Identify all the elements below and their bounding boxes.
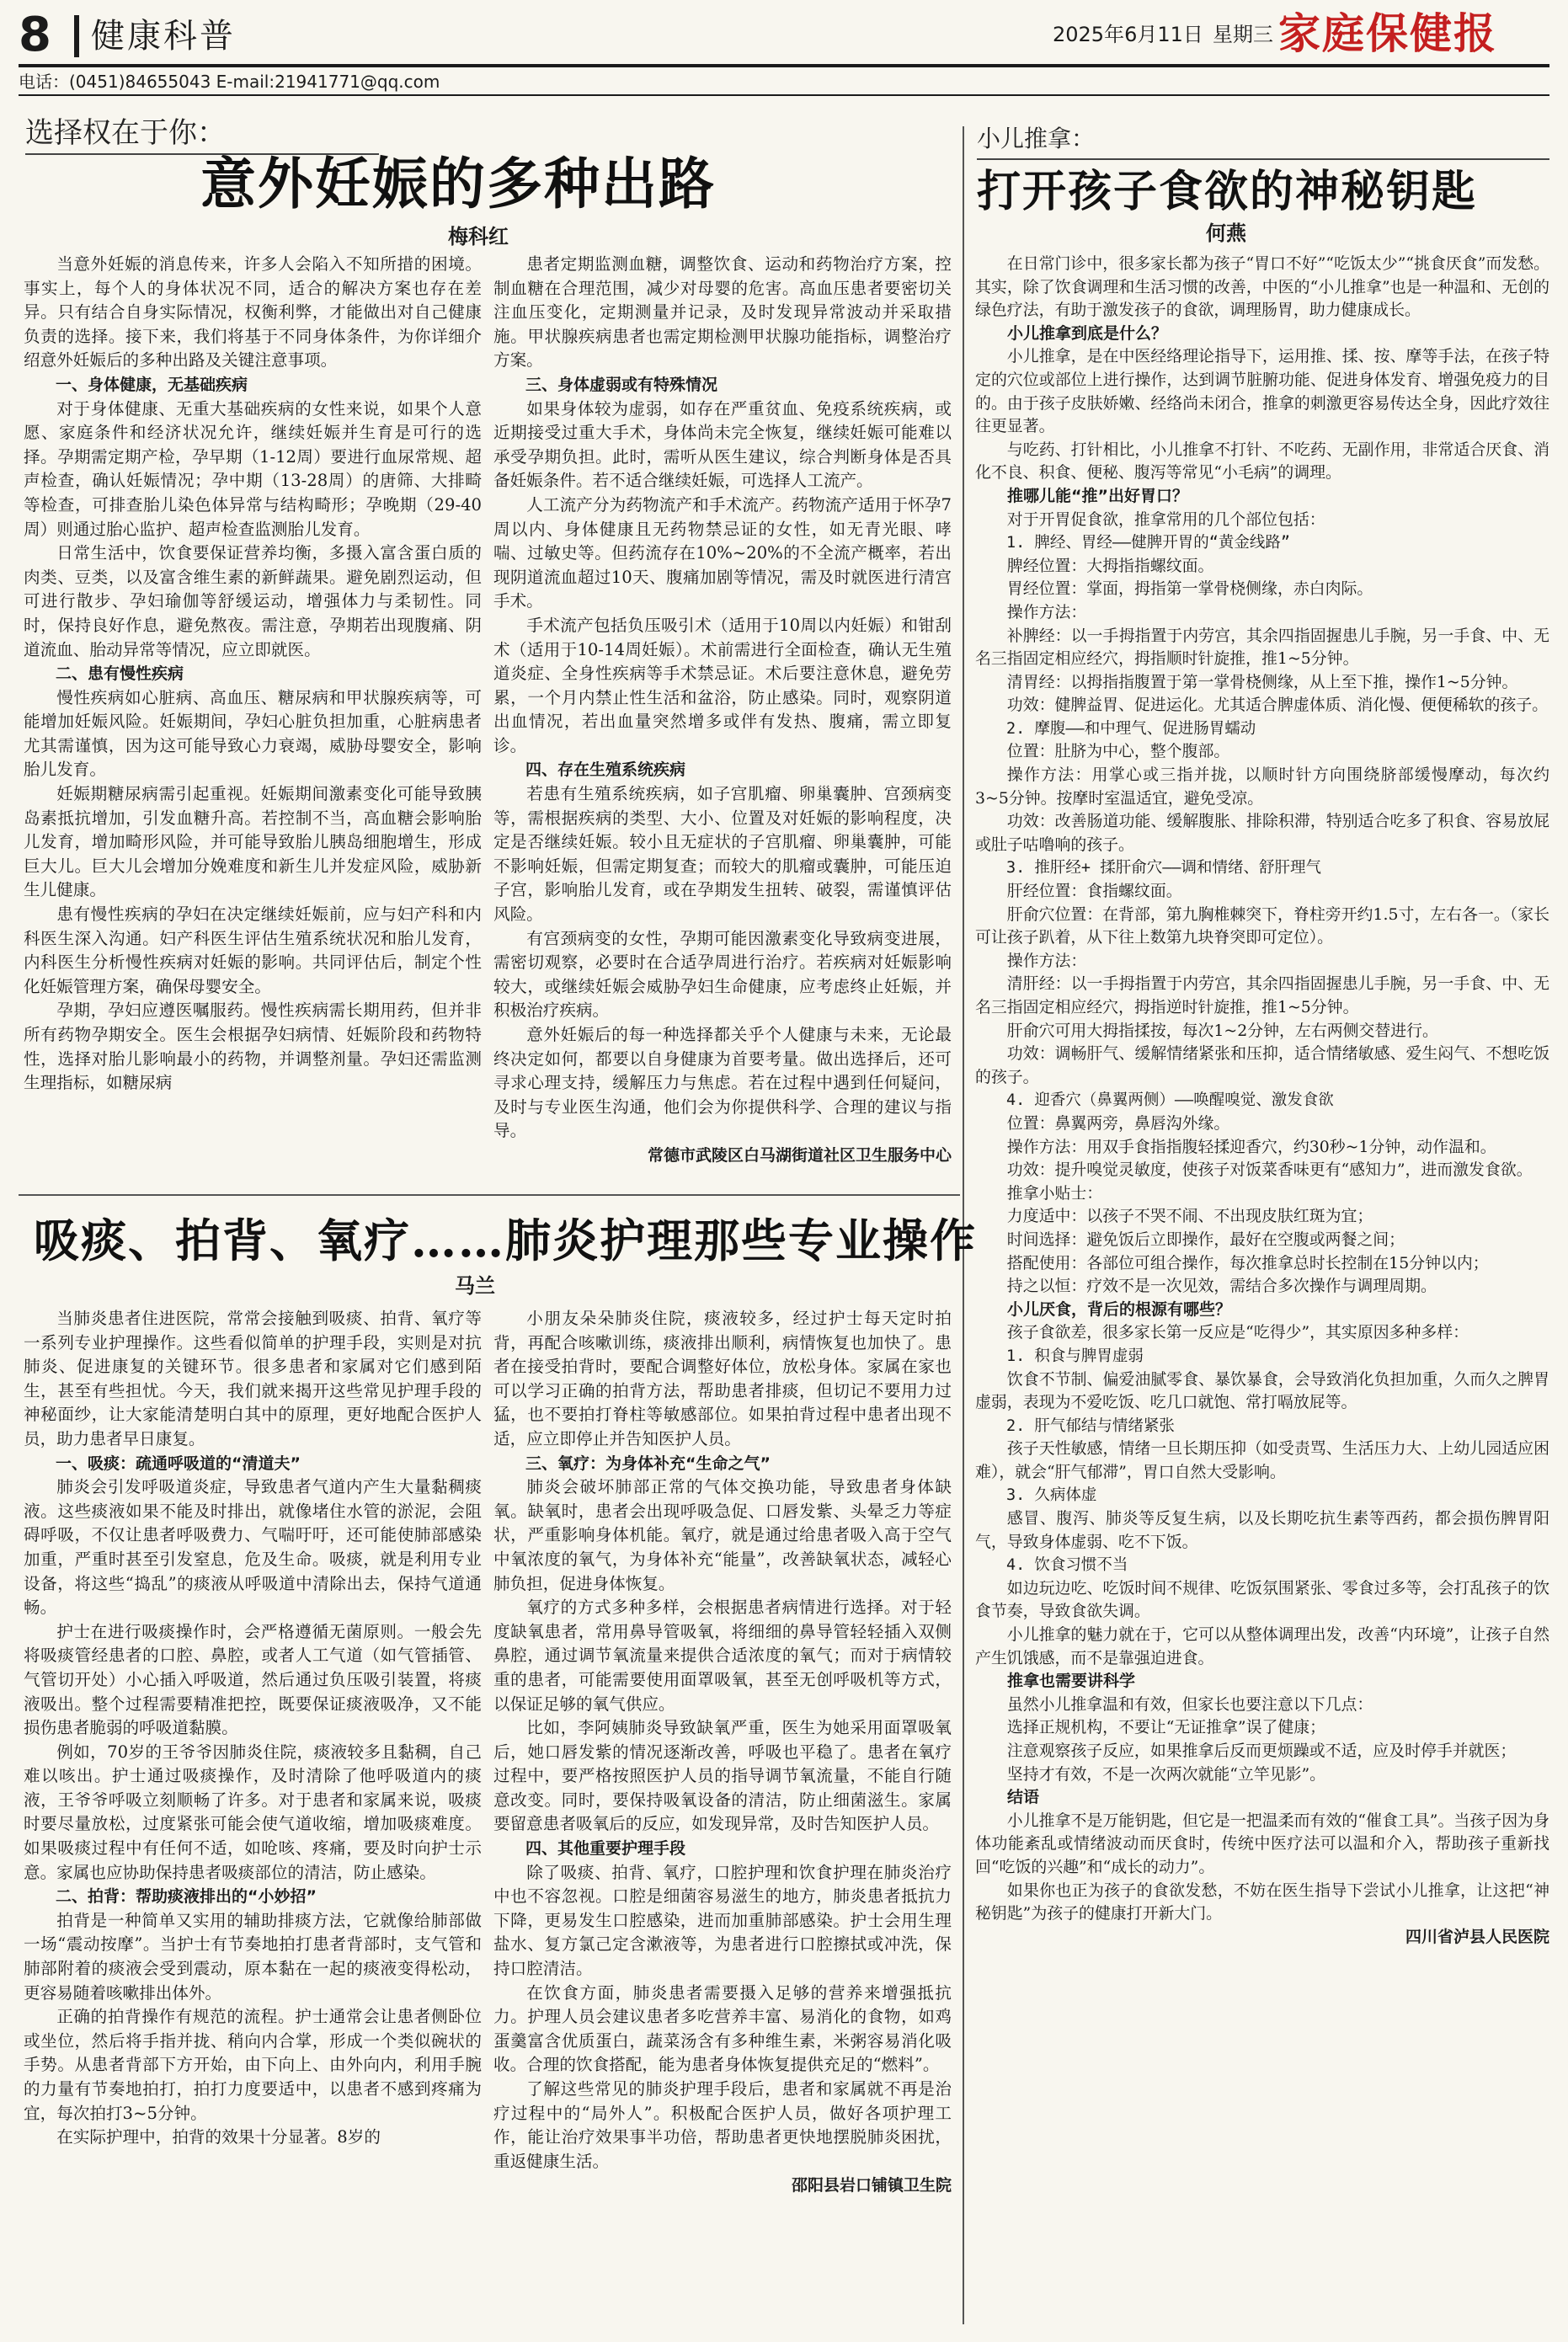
subheading: 三、氧疗：为身体补充“生命之气”: [525, 1454, 771, 1473]
article3-title: 吸痰、拍背、氧疗……肺炎护理那些专业操作: [34, 1214, 977, 1267]
article1-kicker: 选择权在于你：: [25, 116, 226, 150]
paragraph: 注意观察孩子反应，如果推拿后反而更烦躁或不适，应及时停手并就医；: [1006, 1742, 1517, 1760]
paragraph: 护士在进行吸痰操作时，会严格遵循无菌原则。一般会先将吸痰管经患者的口腔、鼻腔，或者人工气道（如气管插管、气管切开处）小心插入呼吸道，然后通过负压吸引装置，将痰液吸出。整个过程需要精准把控，既要保证痰液吸净，又不能损伤患者脆弱的呼吸道黏膜。: [24, 1621, 482, 1738]
paragraph: 患有慢性疾病的孕妇在决定继续妊娠前，应与妇产科和内科医生深入沟通。妇产科医生评估生殖系统状况和胎儿发育，内科医生分析慢性疾病对妊娠的影响。共同评估后，制定个性化妊娠管理方案，确保母婴安全。: [24, 904, 482, 996]
paragraph: 坚持才有效，不是一次两次就能“立竿见影”。: [1006, 1764, 1326, 1784]
paragraph: 操作方法：用双手食指指腹轻揉迎香穴，约30秒~1分钟，动作温和。: [1006, 1137, 1496, 1156]
paragraph: 搭配使用：各部位可组合操作，每次推拿总时长控制在15分钟以内；: [1006, 1253, 1489, 1272]
paragraph: 手术流产包括负压吸引术（适用于10周以内妊娠）和钳刮术（适用于10-14周妊娠）。术前需进行全面检查，确认无生殖道炎症、全身性疾病等手术禁忌证。术后要注意休息，避免劳累，一个月内禁止性生活和盆浴，防止感染。同时，观察阴道出血情况，若出血量突然增多或伴有发热、腹痛，需立即复诊。: [493, 615, 952, 755]
paragraph: 补脾经：以一手拇指置于内劳宫，其余四指固握患儿手腕，另一手食、中、无名三指固定相应经穴，拇指顺时针旋推，推1~5分钟。: [975, 626, 1549, 669]
article2-title: 打开孩子食欲的神秘钥匙: [977, 166, 1478, 217]
subheading: 推哪儿能“推”出好胃口？: [1007, 486, 1188, 505]
paragraph: 氧疗的方式多种多样，会根据患者病情进行选择。对于轻度缺氧患者，常用鼻导管吸氧，将细细的鼻导管轻轻插入双侧鼻腔，通过调节氧流量来提供合适浓度的氧气；而对于病情较重的患者，可能需要使用面罩吸氧，甚至无创呼吸机等方式，以保证足够的氧气供应。: [493, 1598, 952, 1714]
source-line: 邵阳县岩口铺镇卫生院: [791, 2176, 952, 2195]
article3-author: 马兰: [455, 1274, 495, 1298]
source-line: 常德市武陵区白马湖街道社区卫生服务中心: [647, 1145, 952, 1165]
point-heading: 4. 迎香穴（鼻翼两侧）——唤醒嗅觉、激发食欲: [1006, 1091, 1334, 1110]
paragraph: 在饮食方面，肺炎患者需要摄入足够的营养来增强抵抗力。护理人员会建议患者多吃营养丰富、易消化的食物，如鸡蛋羹富含优质蛋白，蔬菜汤含有多种维生素，米粥容易消化吸收。合理的饮食搭配，能为患者身体恢复提供充足的“燃料”。: [493, 1982, 952, 2075]
subheading: 一、吸痰：疏通呼吸道的“清道夫”: [56, 1454, 301, 1473]
paragraph: 肺炎会引发呼吸道炎症，导致患者气道内产生大量黏稠痰液。这些痰液如果不能及时排出，就像堵住水管的淤泥，会阻碍呼吸，不仅让患者呼吸费力、气喘吁吁，还可能使肺部感染加重，严重时甚至引发窒息，危及生命。吸痰，就是利用专业设备，将这些“捣乱”的痰液从呼吸道中清除出去，保持气道通畅。: [24, 1477, 482, 1618]
paragraph: 孩子天性敏感，情绪一旦长期压抑（如受责骂、生活压力大、上幼儿园适应困难），就会“肝气郁滞”，胃口自然大受影响。: [975, 1439, 1549, 1481]
paragraph: 肝经位置：食指螺纹面。: [1006, 882, 1182, 901]
source-line: 四川省泸县人民医院: [1405, 1927, 1549, 1946]
paragraph: 小朋友朵朵肺炎住院，痰液较多，经过护士每天定时拍背，再配合咳嗽训练，痰液排出顺利，病情恢复也加快了。患者在接受拍背时，要配合调整好体位，放松身体。家属在家也可以学习正确的拍背方法，帮助患者排痰，但切记不要用力过猛，也不要拍打脊柱等敏感部位。如果拍背过程中患者出现不适，应立即停止并告知医护人员。: [493, 1309, 952, 1448]
paragraph: 胃经位置：掌面，拇指第一掌骨桡侧缘，赤白肉际。: [1006, 579, 1373, 599]
paragraph: 人工流产分为药物流产和手术流产。药物流产适用于怀孕7周以内、身体健康且无药物禁忌证的女性，如无青光眼、哮喘、过敏史等。但药流存在10%~20%的不全流产概率，若出现阴道流血超过10天、腹痛加剧等情况，需及时就医进行清宫手术。: [493, 494, 952, 611]
paragraph: 感冒、腹泻、肺炎等反复生病，以及长期吃抗生素等西药，都会损伤脾胃阳气，导致身体虚弱、吃不下饭。: [975, 1509, 1549, 1551]
paragraph: 当肺炎患者住进医院，常常会接触到吸痰、拍背、氧疗等一系列专业护理操作。这些看似简单的护理手段，实则是对抗肺炎、促进康复的关键环节。很多患者和家属对它们感到陌生，甚至有些担忧。今天，我们就来揭开这些常见护理手段的神秘面纱，让大家能清楚明白其中的原理，更好地配合医护人员，助力患者早日康复。: [24, 1309, 482, 1448]
point-heading: 4. 饮食习惯不当: [1006, 1556, 1128, 1575]
subheading: 推拿也需要讲科学: [1007, 1672, 1136, 1691]
paragraph: 虽然小儿推拿温和有效，但家长也要注意以下几点：: [1006, 1694, 1373, 1714]
paragraph: 持之以恒：疗效不是一次见效，需结合多次操作与调理周期。: [1006, 1277, 1437, 1296]
paragraph: 患者定期监测血糖，调整饮食、运动和药物治疗方案，控制血糖在合理范围，减少对母婴的危害。高血压患者要密切关注血压变化，定期测量并记录，及时发现异常波动并采取措施。甲状腺疾病患者也需定期检测甲状腺功能指标，调整治疗方案。: [493, 254, 952, 371]
paragraph: 有宫颈病变的女性，孕期可能因激素变化导致病变进展，需密切观察，必要时在合适孕周进行治疗。若疾病对妊娠影响较大，或继续妊娠会威胁孕妇生命健康，应考虑终止妊娠，并积极治疗疾病。: [493, 928, 952, 1021]
paragraph: 操作方法：: [1006, 602, 1087, 622]
paragraph: 若患有生殖系统疾病，如子宫肌瘤、卵巢囊肿、宫颈病变等，需根据疾病的类型、大小、位置及对妊娠的影响程度，决定是否继续妊娠。较小且无症状的子宫肌瘤、卵巢囊肿，可能不影响妊娠，但需定期复查；而较大的肌瘤或囊肿，可能压迫子宫，影响胎儿发育，或在孕期发生扭转、破裂，需谨慎评估风险。: [493, 784, 952, 925]
paragraph: 操作方法：用掌心或三指并拢，以顺时针方向围绕脐部缓慢摩动，每次约3~5分钟。按摩时室温适宜，避免受凉。: [975, 766, 1549, 808]
paragraph: 肺炎会破坏肺部正常的气体交换功能，导致患者身体缺氧。缺氧时，患者会出现呼吸急促、口唇发紫、头晕乏力等症状，严重影响身体机能。氧疗，就是通过给患者吸入高于空气中氧浓度的氧气，为身体补充“能量”，改善缺氧状态，减轻心肺负担，促进身体恢复。: [493, 1477, 952, 1593]
paragraph: 例如，70岁的王爷爷因肺炎住院，痰液较多且黏稠，自己难以咳出。护士通过吸痰操作，及时清除了他呼吸道内的痰液，王爷爷呼吸立刻顺畅了许多。对于患者和家属来说，吸痰时要尽量放松，过度紧张可能会使气道收缩，增加吸痰难度。如果吸痰过程中有任何不适，如呛咳、疼痛，要及时向护士示意。家属也应协助保持患者吸痰部位的清洁，防止感染。: [24, 1742, 482, 1882]
paragraph: 了解这些常见的肺炎护理手段后，患者和家属就不再是治疗过程中的“局外人”。积极配合医护人员，做好各项护理工作，能让治疗效果事半功倍，帮助患者更快地摆脱肺炎困扰，重返健康生活。: [493, 2079, 952, 2171]
paragraph: 如边玩边吃、吃饭时间不规律、吃饭氛围紧张、零食过多等，会打乱孩子的饮食节奏，导致食欲失调。: [975, 1578, 1549, 1621]
subheading: 一、身体健康，无基础疾病: [56, 375, 248, 394]
paragraph: 当意外妊娠的消息传来，许多人会陷入不知所措的困境。事实上，每个人的身体状况不同，适合的解决方案也存在差异。只有结合自身实际情况，权衡利弊，才能做出对自己健康负责的选择。接下来，我们将基于不同身体条件，为你详细介绍意外妊娠后的多种出路及关键注意事项。: [24, 254, 482, 371]
point-heading: 1. 积食与脾胃虚弱: [1006, 1347, 1144, 1365]
section-name: 健康科普: [91, 17, 236, 56]
paragraph: 小儿推拿，是在中医经络理论指导下，运用推、揉、按、摩等手法，在孩子特定的穴位或部位上进行操作，达到调节脏腑功能、促进身体发育、增强免疫力的目的。由于孩子皮肤娇嫩、经络尚未闭合，推拿的刺激更容易传达全身，因此疗效往往更显著。: [975, 347, 1549, 436]
paragraph: 慢性疾病如心脏病、高血压、糖尿病和甲状腺疾病等，可能增加妊娠风险。妊娠期间，孕妇心脏负担加重，心脏病患者尤其需谨慎，因为这可能导致心力衰竭，威胁母婴安全，影响胎儿发育。: [24, 687, 482, 780]
paragraph: 时间选择：避免饭后立即操作，最好在空腹或两餐之间；: [1006, 1230, 1405, 1249]
issue-date: 2025年6月11日: [1053, 23, 1203, 46]
point-heading: 3. 久病体虚: [1006, 1486, 1097, 1505]
paragraph: 孩子食欲差，很多家长第一反应是“吃得少”，其实原因多种多样：: [1006, 1323, 1469, 1342]
paragraph: 对于身体健康、无重大基础疾病的女性来说，如果个人意愿、家庭条件和经济状况允许，继续妊娠并生育是可行的选择。孕期需定期产检，孕早期（1-12周）要进行血尿常规、超声检查，确认妊娠情况；孕中期（13-28周）的唐筛、大排畸等检查，可排查胎儿染色体异常与结构畸形；孕晚期（29-40周）则通过胎心监护、超声检查监测胎儿发育。: [24, 398, 482, 539]
paragraph: 如果身体较为虚弱，如存在严重贫血、免疫系统疾病，或近期接受过重大手术，身体尚未完全恢复，继续妊娠可能难以承受孕期负担。此时，需听从医生建议，综合判断身体是否具备妊娠条件。若不适合继续妊娠，可选择人工流产。: [493, 398, 952, 491]
paragraph: 推拿小贴士：: [1006, 1183, 1103, 1203]
subheading: 二、患有慢性疾病: [56, 664, 184, 684]
paragraph: 对于开胃促食欲，推拿常用的几个部位包括：: [1006, 509, 1325, 529]
paragraph: 小儿推拿不是万能钥匙，但它是一把温柔而有效的“催食工具”。当孩子因为身体功能紊乱或情绪波动而厌食时，传统中医疗法可以温和介入，帮助孩子重新找回“吃饭的兴趣”和“成长的动力”。: [975, 1811, 1549, 1876]
paragraph: 妊娠期糖尿病需引起重视。妊娠期间激素变化可能导致胰岛素抵抗增加，引发血糖升高。若控制不当，高血糖会影响胎儿发育，增加畸形风险，并可能导致胎儿胰岛细胞增生，形成巨大儿。巨大儿会增加分娩难度和新生儿并发症风险，威胁新生儿健康。: [24, 784, 482, 900]
paragraph: 日常生活中，饮食要保证营养均衡，多摄入富含蛋白质的肉类、豆类，以及富含维生素的新鲜蔬果。避免剧烈运动，但可进行散步、孕妇瑜伽等舒缓运动，增强体力与柔韧性。同时，保持良好作息，避免熬夜。需注意，孕期若出现腹痛、阴道流血、胎动异常等情况，应立即就医。: [24, 543, 482, 659]
paragraph: 正确的拍背操作有规范的流程。护士通常会让患者侧卧位或坐位，然后将手指并拢、稍向内合掌，形成一个类似碗状的手势。从患者背部下方开始，由下向上、由外向内，利用手腕的力量有节奏地拍打，拍打力度要适中，以患者不感到疼痛为宜，每次拍打3~5分钟。: [24, 2007, 482, 2123]
paragraph: 与吃药、打针相比，小儿推拿不打针、不吃药、无副作用，非常适合厌食、消化不良、积食、便秘、腹泻等常见“小毛病”的调理。: [975, 440, 1549, 483]
paragraph: 饮食不节制、偏爱油腻零食、暴饮暴食，会导致消化负担加重，久而久之脾胃虚弱，表现为不爱吃饭、吃几口就饱、常打嗝放屁等。: [975, 1369, 1549, 1412]
subheading: 四、其他重要护理手段: [525, 1839, 686, 1859]
article-divider: [19, 1194, 960, 1196]
subheading: 小儿厌食，背后的根源有哪些？: [1007, 1299, 1232, 1319]
paragraph: 意外妊娠后的每一种选择都关乎个人健康与未来，无论最终决定如何，都要以自身健康为首要考量。做出选择后，还可寻求心理支持，缓解压力与焦虑。若在过程中遇到任何疑问，及时与专业医生沟通，他们会为你提供科学、合理的建议与指导。: [493, 1025, 952, 1141]
paragraph: 在日常门诊中，很多家长都为孩子“胃口不好”“吃饭太少”“挑食厌食”而发愁。其实，除了饮食调理和生活习惯的改善，中医的“小儿推拿”也是一种温和、无创的绿色疗法，有助于激发孩子的食欲，调理肠胃，助力健康成长。: [975, 254, 1549, 320]
article2-column: [975, 253, 1549, 2333]
subheading: 三、身体虚弱或有特殊情况: [525, 375, 718, 394]
paragraph: 操作方法：: [1006, 951, 1087, 970]
contact-line: 电话：(0451)84655043 E-mail:21941771@qq.com: [19, 72, 440, 92]
article1-author: 梅科红: [448, 225, 509, 248]
article1-title: 意外妊娠的多种出路: [200, 151, 716, 216]
paragraph: 在实际护理中，拍背的效果十分显著。8岁的: [56, 2127, 381, 2147]
contact-rule: [19, 94, 1549, 96]
paragraph: 功效：提升嗅觉灵敏度，使孩子对饭菜香味更有“感知力”，进而激发食欲。: [1006, 1160, 1533, 1180]
point-heading: 2. 肝气郁结与情绪紧张: [1006, 1416, 1175, 1435]
article3-column-1: [24, 1307, 482, 2334]
article3-column-2: [493, 1307, 952, 2334]
article2-author: 何燕: [1206, 221, 1246, 245]
paragraph: 孕期，孕妇应遵医嘱服药。慢性疾病需长期用药，但并非所有药物孕期安全。医生会根据孕妇病情、妊娠阶段和药物特性，选择对胎儿影响最小的药物，并调整剂量。孕妇还需监测生理指标，如糖尿病: [24, 1000, 482, 1093]
article2-kicker: 小儿推拿：: [977, 125, 1096, 152]
subheading: 四、存在生殖系统疾病: [525, 760, 686, 780]
paragraph: 如果你也正为孩子的食欲发愁，不妨在医生指导下尝试小儿推拿，让这把“神秘钥匙”为孩子的健康打开新大门。: [975, 1881, 1549, 1923]
paragraph: 小儿推拿的魅力就在于，它可以从整体调理出发，改善“内环境”，让孩子自然产生饥饿感，而不是靠强迫进食。: [975, 1625, 1549, 1667]
subheading: 结语: [1007, 1788, 1040, 1807]
article1-column-1: [24, 253, 482, 1187]
header-rule: [19, 64, 1549, 67]
paragraph: 脾经位置：大拇指指螺纹面。: [1006, 556, 1214, 575]
paragraph: 功效：健脾益胃、促进运化。尤其适合脾虚体质、消化慢、便便稀软的孩子。: [1006, 696, 1549, 715]
page-number: 8: [19, 8, 51, 62]
issue-weekday: 星期三: [1213, 23, 1273, 46]
paragraph: 选择正规机构，不要让“无证推拿”误了健康；: [1006, 1718, 1326, 1737]
paragraph: 清胃经：以拇指指腹置于第一掌骨桡侧缘，从上至下推，操作1~5分钟。: [1006, 672, 1518, 691]
point-heading: 2. 摩腹——和中理气、促进肠胃蠕动: [1006, 719, 1256, 738]
article2-kicker-rule: [977, 158, 1549, 160]
paragraph: 功效：改善肠道功能、缓解腹胀、排除积滞，特别适合吃多了积食、容易放屁或肚子咕噜响的孩子。: [975, 812, 1549, 854]
paragraph: 肝俞穴可用大拇指揉按，每次1~2分钟，左右两侧交替进行。: [1006, 1021, 1438, 1040]
paragraph: 比如，李阿姨肺炎导致缺氧严重，医生为她采用面罩吸氧后，她口唇发紫的情况逐渐改善，呼吸也平稳了。患者在氧疗过程中，要严格按照医护人员的指导调节氧流量，不能自行随意改变。同时，要保持吸氧设备的清洁，防止细菌滋生。家属要留意患者吸氧后的反应，如发现异常，及时告知医护人员。: [493, 1718, 952, 1834]
paragraph: 肝俞穴位置：在背部，第九胸椎棘突下，脊柱旁开约1.5寸，左右各一。（家长可让孩子趴着，从下往上数第九块脊突即可定位）。: [975, 904, 1549, 947]
subheading: 二、拍背：帮助痰液排出的“小妙招”: [56, 1887, 317, 1907]
paragraph: 除了吸痰、拍背、氧疗，口腔护理和饮食护理在肺炎治疗中也不容忽视。口腔是细菌容易滋生的地方，肺炎患者抵抗力下降，更易发生口腔感染，进而加重肺部感染。护士会用生理盐水、复方氯己定含漱液等，为患者进行口腔擦拭或冲洗，保持口腔清洁。: [493, 1862, 952, 1979]
article1-column-2: [493, 253, 952, 1187]
paragraph: 力度适中：以孩子不哭不闹、不出现皮肤红斑为宜；: [1006, 1207, 1373, 1226]
point-heading: 1. 脾经、胃经——健脾开胃的“黄金线路”: [1006, 534, 1290, 552]
paragraph: 清肝经：以一手拇指置于内劳宫，其余四指固握患儿手腕，另一手食、中、无名三指固定相应经穴，拇指逆时针旋推，推1~5分钟。: [975, 974, 1549, 1016]
paragraph: 位置：肚脐为中心，整个腹部。: [1006, 742, 1230, 761]
header-divider: [74, 15, 79, 57]
paragraph: 功效：调畅肝气、缓解情绪紧张和压抑，适合情绪敏感、爱生闷气、不想吃饭的孩子。: [975, 1044, 1549, 1086]
paragraph: 拍背是一种简单又实用的辅助排痰方法，它就像给肺部做一场“震动按摩”。当护士有节奏地拍打患者背部时，支气管和肺部附着的痰液会受到震动，原本黏在一起的痰液变得松动，更容易随着咳嗽排出体外。: [24, 1910, 482, 2003]
paper-name: 家庭保健报: [1278, 8, 1497, 58]
point-heading: 3. 推肝经+ 揉肝俞穴——调和情绪、舒肝理气: [1006, 859, 1321, 878]
subheading: 小儿推拿到底是什么？: [1007, 323, 1168, 343]
paragraph: 位置：鼻翼两旁，鼻唇沟外缘。: [1006, 1113, 1230, 1133]
